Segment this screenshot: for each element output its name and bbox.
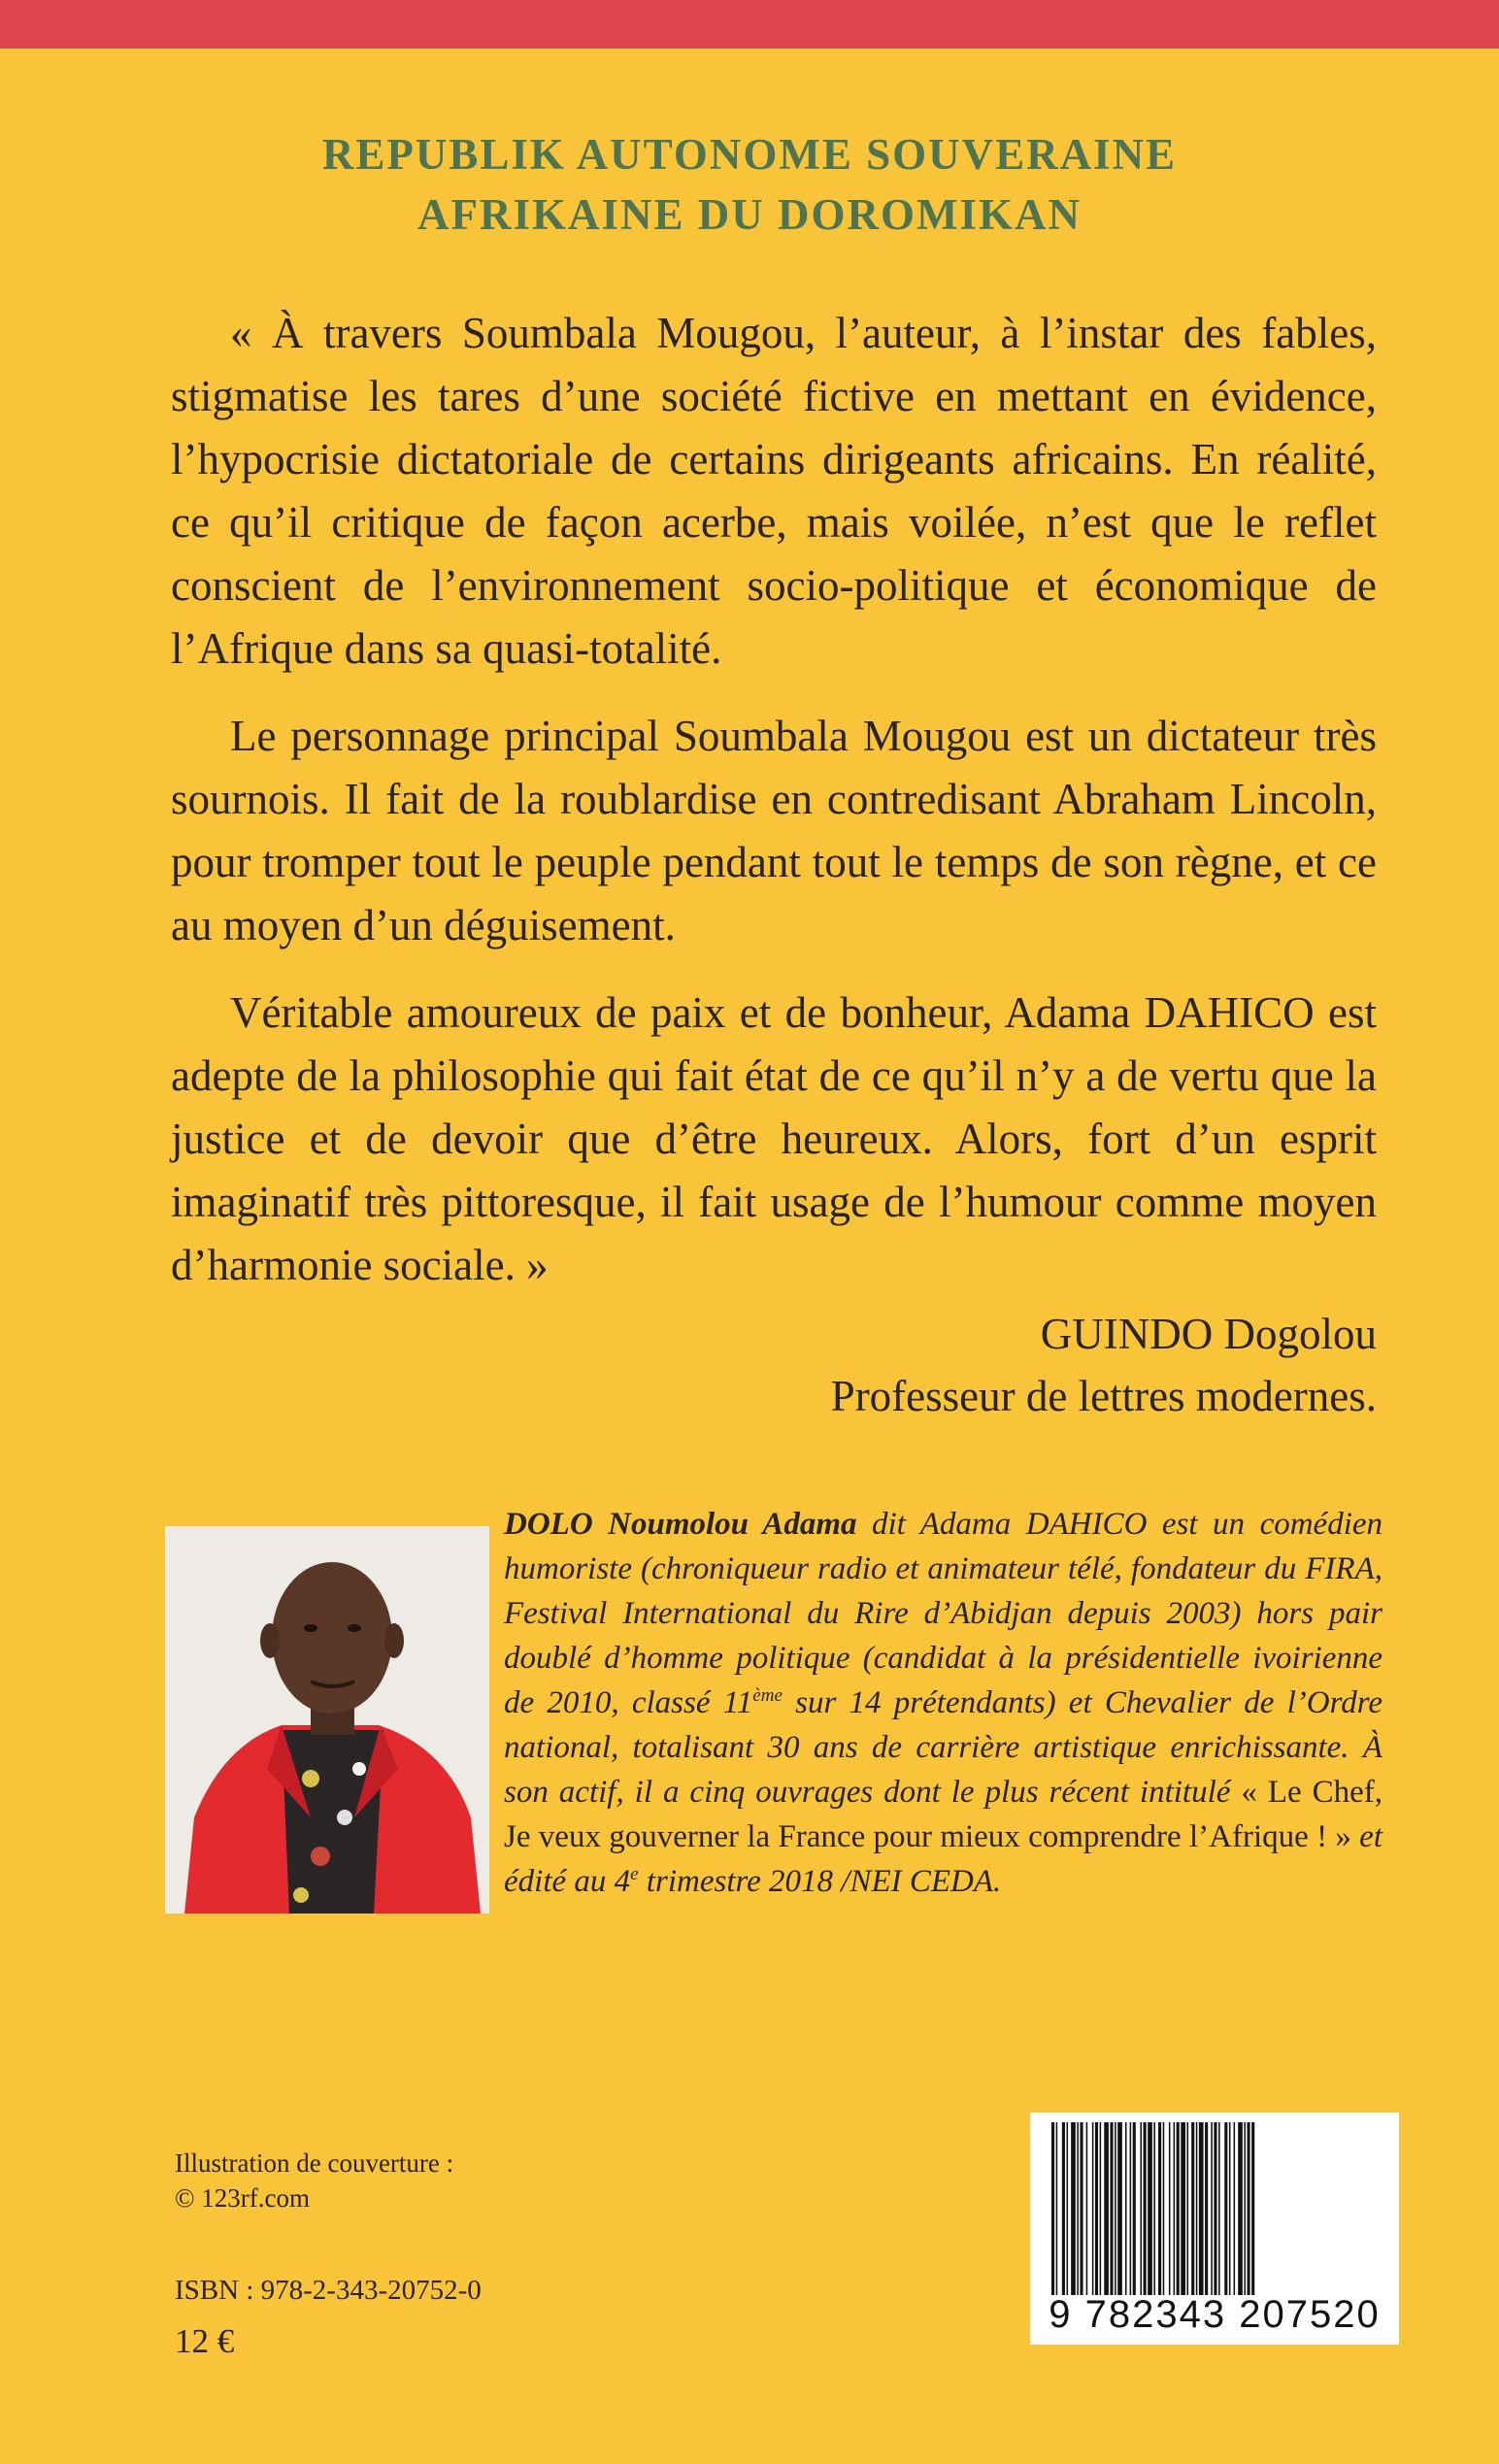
summary-text — [171, 302, 1377, 1321]
barcode-bar — [1095, 2122, 1098, 2295]
bio-book-title: « Le Chef, Je veux gouverner la France pour mieux comprendre l’Afrique ! » — [504, 1775, 1382, 1854]
signature-role: Professeur de lettres modernes. — [830, 1372, 1377, 1420]
barcode-bar — [1196, 2122, 1198, 2295]
summary-paragraph-1: « À travers Soumbala Mougou, l’auteur, à l’instar des fables, stigmatise les tares d’une société fictive en mettant en évidence, l’hypocrisie dictatoriale de certains dirigeants africains. En réalité, ce qu’il critique de façon acerbe, mais voilée, n’est que le reflet conscient de l’environnement socio-politique et économique de l’Afrique dans sa quasi-totalité. — [171, 309, 1377, 673]
barcode-bar — [1181, 2122, 1185, 2295]
bio-text-part-1: dit Adama DAHICO est un comédien humoriste (chroniqueur radio et animateur télé, fondateur du FIRA, Festival International du Rire d’Abidjan depuis 2003) hors pair doublé d’homme politique (candidat à la présidentielle ivoirienne de 2010, classé 11 — [504, 1507, 1383, 1720]
barcode-bars — [1048, 2122, 1382, 2295]
barcode-bar — [1071, 2122, 1076, 2295]
barcode-bar — [1130, 2122, 1132, 2295]
bio-text-part-4: trimestre 2018 /NEI CEDA. — [638, 1864, 1002, 1899]
barcode-bar — [1214, 2122, 1216, 2295]
barcode-bar — [1218, 2122, 1220, 2295]
barcode-bar — [1174, 2122, 1176, 2295]
barcode-bar — [1056, 2122, 1058, 2295]
barcode-bar — [1067, 2122, 1069, 2295]
barcode-bar — [1051, 2122, 1054, 2295]
price: 12 € — [175, 2322, 235, 2360]
signature-name: GUINDO Dogolou — [1040, 1310, 1377, 1358]
book-title-line-2: AFRIKAINE DU DOROMIKAN — [417, 190, 1082, 239]
barcode-bar — [1158, 2122, 1161, 2295]
barcode-digits: 9 782343 207520 — [1049, 2293, 1381, 2336]
barcode-bar — [1080, 2122, 1083, 2295]
barcode-bar — [1244, 2122, 1246, 2295]
barcode-bar — [1125, 2122, 1127, 2295]
bio-superscript-2: e — [630, 1864, 639, 1884]
barcode-bar — [1144, 2122, 1147, 2295]
author-photo — [165, 1526, 489, 1914]
barcode-bar — [1163, 2122, 1165, 2295]
barcode-bar — [1104, 2122, 1109, 2295]
barcode-bar — [1211, 2122, 1213, 2295]
barcode-bar — [1140, 2122, 1142, 2295]
author-portrait-image — [165, 1526, 489, 1914]
barcode-bar — [1077, 2122, 1079, 2295]
author-name: DOLO Noumolou Adama — [504, 1507, 857, 1542]
book-title-line-1: REPUBLIK AUTONOME SOUVERAINE — [321, 130, 1178, 179]
barcode-bar — [1092, 2122, 1094, 2295]
summary-paragraph-2: Le personnage principal Soumbala Mougou est un dictateur très sournois. Il fait de la roublardise en contredisant Abraham Lincoln, pour tromper tout le peuple pendant tout le temps de son règne, et ce au moyen d’un déguisement. — [171, 712, 1377, 949]
barcode-bar — [1191, 2122, 1194, 2295]
bio-superscript-1: ème — [752, 1685, 783, 1706]
summary-paragraph-3: Véritable amoureux de paix et de bonheur, Adama DAHICO est adepte de la philosophie qui fait état de ce qu’il n’y a de vertu que la justice et de devoir que d’être heureux. Alors, fort d’un esprit imaginatif très pittoresque, il fait usage de l’humour comme moyen d’harmonie sociale. » — [171, 988, 1377, 1289]
author-biography — [504, 1502, 1382, 1904]
barcode-bar — [1086, 2122, 1088, 2295]
barcode-bar — [1169, 2122, 1171, 2295]
barcode-bar — [1117, 2122, 1122, 2295]
barcode-bar — [1062, 2122, 1065, 2295]
barcode-bar — [1177, 2122, 1180, 2295]
barcode-bar — [1133, 2122, 1136, 2295]
illustration-credit — [175, 2146, 563, 2215]
bio-text-part-2: sur 14 prétendants) et Chevalier de l’Ordre national, totalisant 30 ans de carrière artistique enrichissante. À son actif, il a cinq ouvrages dont le plus récent intitulé — [504, 1685, 1382, 1810]
bio-text-part-3: et édité au 4 — [504, 1819, 1382, 1899]
barcode-bar — [1110, 2122, 1113, 2295]
signature-block — [503, 1303, 1377, 1427]
barcode-bar — [1199, 2122, 1204, 2295]
barcode-bar — [1224, 2122, 1227, 2295]
credit-line-2: © 123rf.com — [175, 2183, 310, 2213]
barcode-bar — [1234, 2122, 1236, 2295]
barcode-bar — [1115, 2122, 1116, 2295]
barcode — [1030, 2113, 1399, 2345]
barcode-bar — [1238, 2122, 1243, 2295]
credit-line-1: Illustration de couverture : — [175, 2148, 454, 2178]
barcode-bar — [1148, 2122, 1152, 2295]
isbn-number: ISBN : 978-2-343-20752-0 — [175, 2275, 482, 2306]
book-title — [0, 124, 1499, 245]
barcode-bar — [1100, 2122, 1102, 2295]
barcode-bar — [1153, 2122, 1155, 2295]
barcode-bar — [1187, 2122, 1189, 2295]
top-color-band — [0, 0, 1499, 49]
barcode-bar — [1205, 2122, 1208, 2295]
barcode-bar — [1251, 2122, 1254, 2295]
barcode-bar — [1248, 2122, 1250, 2295]
barcode-bar — [1229, 2122, 1231, 2295]
